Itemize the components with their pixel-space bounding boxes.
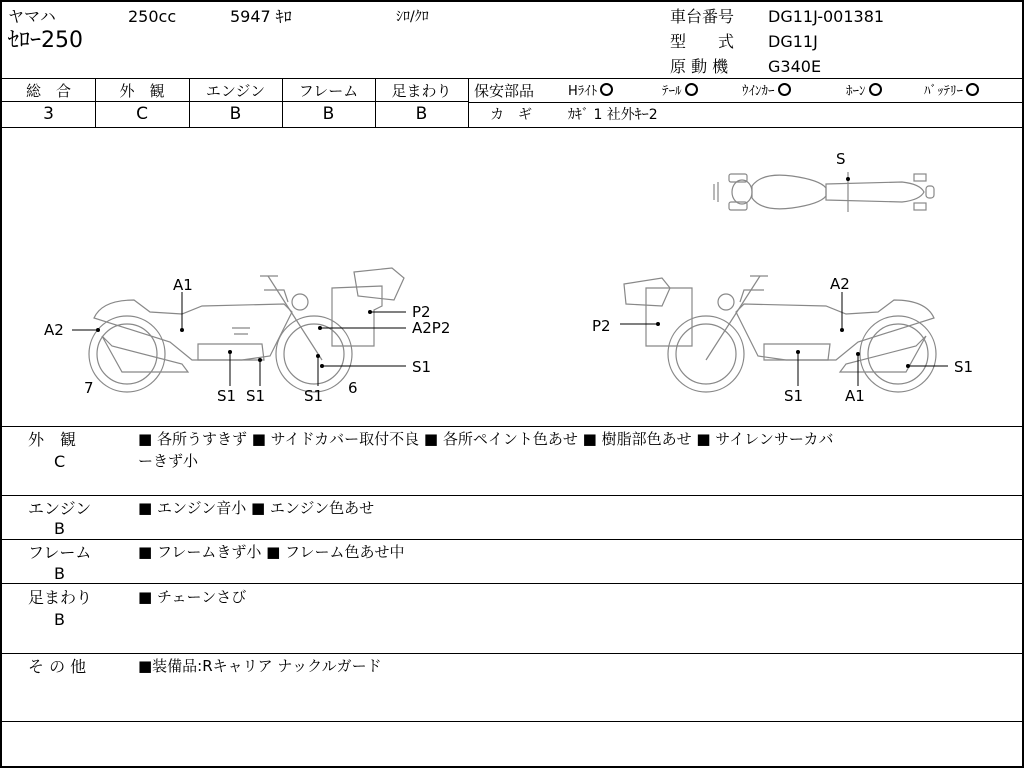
note-text: ■ エンジン音小 ■ エンジン色あせ (138, 499, 375, 517)
damage-diagram (2, 128, 1022, 426)
motorcycle-right-view (624, 276, 936, 392)
grade-value-suspension: B (415, 104, 428, 124)
damage-label: S (836, 150, 846, 168)
safety-item-name: ﾃｰﾙ (662, 84, 682, 99)
damage-label: A2 (44, 321, 64, 339)
safety-label: 保安部品 (474, 82, 535, 100)
engine-label: 原 動 機 (670, 57, 729, 76)
ok-circle-icon (600, 83, 613, 96)
damage-label: P2 (412, 303, 431, 321)
grade-value-overall: 3 (43, 104, 54, 124)
divider (2, 653, 1022, 654)
type-label: 型 式 (670, 32, 735, 51)
damage-label: 7 (84, 379, 94, 397)
damage-label: A1 (845, 387, 865, 405)
ok-circle-icon (869, 83, 882, 96)
damage-label: S1 (217, 387, 237, 405)
color: ｼﾛ/ｸﾛ (396, 9, 429, 25)
right-view-markers (656, 322, 910, 368)
note-text: ■ フレームきず小 ■ フレーム色あせ中 (138, 543, 405, 561)
divider (2, 539, 1022, 540)
note-grade: B (54, 519, 65, 538)
damage-label: A1 (173, 276, 193, 294)
damage-label: A2 (830, 275, 850, 293)
note-grade: C (54, 452, 66, 471)
divider (468, 102, 1022, 103)
displacement: 250cc (128, 7, 177, 26)
damage-label: P2 (592, 317, 611, 335)
divider (2, 495, 1022, 496)
ok-circle-icon (966, 83, 979, 96)
grade-value-exterior: C (136, 104, 148, 124)
note-text: ■装備品:Rキャリア ナックルガード (138, 657, 382, 675)
safety-item (924, 83, 979, 100)
grade-label-exterior: 外 観 (119, 82, 165, 100)
divider (2, 78, 1022, 79)
note-category: エンジン (28, 499, 92, 518)
damage-label: S1 (412, 358, 432, 376)
damage-label: S1 (246, 387, 266, 405)
grade-value-frame: B (322, 104, 335, 124)
ok-circle-icon (685, 83, 698, 96)
grade-label-engine: エンジン (205, 82, 266, 100)
divider (2, 583, 1022, 584)
safety-item (742, 83, 791, 100)
note-text: ■ チェーンさび (138, 588, 247, 606)
note-grade: B (54, 610, 65, 629)
note-grade: B (54, 564, 65, 583)
model-name: ｾﾛｰ250 (8, 28, 83, 53)
grade-label-suspension: 足まわり (391, 82, 452, 100)
key-value: ｶｷﾞ 1 社外ｷｰ2 (568, 107, 658, 123)
key-label: カ ギ (490, 107, 532, 123)
maker-name: ヤマハ (8, 7, 56, 26)
left-view-markers (96, 310, 372, 368)
damage-label: A2P2 (412, 319, 451, 337)
motorcycle-left-view (89, 268, 404, 392)
ok-circle-icon (778, 83, 791, 96)
grade-value-engine: B (229, 104, 242, 124)
safety-item (568, 83, 613, 100)
note-category: 足まわり (28, 588, 93, 607)
divider (2, 101, 468, 102)
frame-no-label: 車台番号 (670, 7, 735, 26)
safety-item-name: Hﾗｲﾄ (568, 84, 598, 99)
damage-label: 6 (348, 379, 358, 397)
engine-value: G340E (768, 57, 822, 76)
right-view-labels (592, 150, 973, 405)
mileage: 5947 ｷﾛ (230, 7, 292, 26)
grade-label-overall: 総 合 (25, 82, 71, 100)
note-category: そ の 他 (28, 657, 87, 676)
frame-no: DG11J-001381 (768, 7, 885, 26)
note-text: ーきず小 (138, 452, 199, 470)
note-category: 外 観 (28, 430, 77, 449)
grade-label-frame: フレーム (298, 82, 359, 100)
divider (2, 721, 1022, 722)
damage-label: S1 (304, 387, 324, 405)
damage-label: S1 (784, 387, 804, 405)
safety-item (846, 83, 882, 100)
note-text: ■ 各所うすきず ■ サイドカバー取付不良 ■ 各所ペイント色あせ ■ 樹脂部色あせ ■ サイレンサーカバ (138, 430, 834, 448)
damage-label: S1 (954, 358, 974, 376)
type-value: DG11J (768, 32, 818, 51)
safety-item-name: ﾎｰﾝ (846, 84, 866, 99)
safety-item-name: ｳｲﾝｶｰ (742, 84, 775, 99)
divider (2, 426, 1022, 427)
safety-item (662, 83, 698, 100)
safety-item-name: ﾊﾞｯﾃﾘｰ (924, 84, 963, 99)
motorcycle-top-view (714, 172, 934, 212)
note-category: フレーム (28, 543, 92, 562)
